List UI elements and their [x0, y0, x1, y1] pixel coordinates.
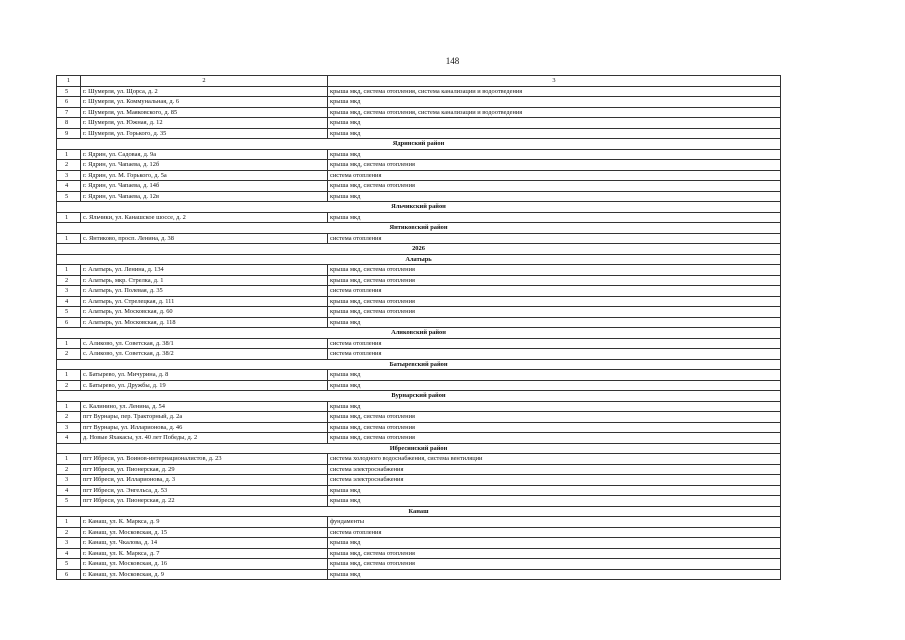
address-cell: пгт Ибреси, ул. Пионерская, д. 22 — [81, 496, 328, 507]
address-cell: пгт Ибреси, ул. Илларионова, д. 3 — [81, 475, 328, 486]
row-number: 1 — [57, 149, 81, 160]
address-cell: с. Аликово, ул. Советская, д. 38/1 — [81, 338, 328, 349]
work-type-cell: крыша мкд — [328, 380, 781, 391]
column-number-2: 2 — [81, 76, 328, 87]
work-type-cell: крыша мкд, система отопления, система канализации и водоотведения — [328, 86, 781, 97]
section-header-row — [57, 443, 781, 454]
table-row — [57, 475, 781, 486]
row-number: 2 — [57, 275, 81, 286]
row-number: 1 — [57, 401, 81, 412]
address-cell: с. Калинино, ул. Ленина, д. 54 — [81, 401, 328, 412]
section-header-row — [57, 328, 781, 339]
table-row — [57, 191, 781, 202]
table-row — [57, 286, 781, 297]
address-cell: пгт Ибреси, ул. Воинов-интернационалистов, д. 23 — [81, 454, 328, 465]
row-number: 6 — [57, 317, 81, 328]
section-title: Ибресинский район — [57, 443, 781, 454]
section-title: 2026 — [57, 244, 781, 255]
row-number: 4 — [57, 181, 81, 192]
row-number: 8 — [57, 118, 81, 129]
table-body — [57, 76, 781, 580]
row-number: 3 — [57, 286, 81, 297]
address-cell: с. Янтиково, просп. Ленина, д. 38 — [81, 233, 328, 244]
address-cell: с. Батырево, ул. Мичурина, д. 8 — [81, 370, 328, 381]
address-cell: с. Батырево, ул. Дружбы, д. 19 — [81, 380, 328, 391]
table-row — [57, 275, 781, 286]
table-row — [57, 170, 781, 181]
table-row — [57, 212, 781, 223]
table-row — [57, 317, 781, 328]
address-cell: пгт Ибреси, ул. Энгельса, д. 53 — [81, 485, 328, 496]
address-cell: г. Ядрин, ул. Чапаева, д. 12в — [81, 191, 328, 202]
table-row — [57, 107, 781, 118]
table-row — [57, 349, 781, 360]
work-type-cell: крыша мкд, система отопления — [328, 422, 781, 433]
row-number: 2 — [57, 160, 81, 171]
section-header-row — [57, 391, 781, 402]
address-cell: г. Алатырь, ул. Московская, д. 118 — [81, 317, 328, 328]
work-type-cell: крыша мкд — [328, 538, 781, 549]
address-cell: пгт Вурнары, пер. Тракторный, д. 2а — [81, 412, 328, 423]
address-cell: г. Алатырь, мкр. Стрелка, д. 1 — [81, 275, 328, 286]
row-number: 1 — [57, 212, 81, 223]
table-row — [57, 296, 781, 307]
table-row — [57, 485, 781, 496]
table-row — [57, 149, 781, 160]
row-number: 5 — [57, 191, 81, 202]
address-cell: г. Канаш, ул. Московская, д. 9 — [81, 569, 328, 580]
document-table — [56, 75, 781, 580]
address-cell: д. Новые Яхакасы, ул. 40 лет Победы, д. 2 — [81, 433, 328, 444]
work-type-cell: крыша мкд, система отопления — [328, 181, 781, 192]
address-cell: г. Алатырь, ул. Стрелецкая, д. 111 — [81, 296, 328, 307]
section-title: Ядринский район — [57, 139, 781, 150]
section-header-row — [57, 506, 781, 517]
row-number: 3 — [57, 422, 81, 433]
row-number: 1 — [57, 233, 81, 244]
row-number: 3 — [57, 170, 81, 181]
work-type-cell: крыша мкд, система отопления — [328, 559, 781, 570]
work-type-cell: крыша мкд, система отопления — [328, 412, 781, 423]
address-cell: г. Шумерля, ул. Щорса, д. 2 — [81, 86, 328, 97]
row-number: 5 — [57, 86, 81, 97]
column-number-1: 1 — [57, 76, 81, 87]
work-type-cell: крыша мкд — [328, 317, 781, 328]
table-row — [57, 496, 781, 507]
work-type-cell: крыша мкд — [328, 569, 781, 580]
address-cell: с. Яльчики, ул. Канашское шоссе, д. 2 — [81, 212, 328, 223]
address-cell: г. Канаш, ул. Чкалова, д. 14 — [81, 538, 328, 549]
address-cell: г. Шумерля, ул. Маяковского, д. 85 — [81, 107, 328, 118]
work-type-cell: крыша мкд, система отопления — [328, 433, 781, 444]
row-number: 5 — [57, 307, 81, 318]
work-type-cell: крыша мкд — [328, 496, 781, 507]
address-cell: г. Ядрин, ул. Садовая, д. 9а — [81, 149, 328, 160]
section-header-row — [57, 244, 781, 255]
table-row — [57, 160, 781, 171]
table-row — [57, 401, 781, 412]
work-type-cell: система отопления — [328, 349, 781, 360]
table-row — [57, 433, 781, 444]
table-row — [57, 370, 781, 381]
column-number-3: 3 — [328, 76, 781, 87]
work-type-cell: крыша мкд, система отопления — [328, 548, 781, 559]
address-cell: пгт Ибреси, ул. Пионерская, д. 29 — [81, 464, 328, 475]
row-number: 5 — [57, 496, 81, 507]
address-cell: г. Шумерля, ул. Горького, д. 35 — [81, 128, 328, 139]
section-header-row — [57, 254, 781, 265]
row-number: 5 — [57, 559, 81, 570]
row-number: 4 — [57, 485, 81, 496]
work-type-cell: система отопления — [328, 338, 781, 349]
row-number: 2 — [57, 412, 81, 423]
table-row — [57, 569, 781, 580]
page-number: 148 — [445, 56, 460, 66]
work-type-cell: крыша мкд — [328, 128, 781, 139]
row-number: 3 — [57, 475, 81, 486]
work-type-cell: крыша мкд — [328, 118, 781, 129]
row-number: 1 — [57, 370, 81, 381]
section-header-row — [57, 139, 781, 150]
work-type-cell: система отопления — [328, 527, 781, 538]
work-type-cell: крыша мкд, система отопления — [328, 160, 781, 171]
section-header-row — [57, 202, 781, 213]
section-title: Канаш — [57, 506, 781, 517]
address-cell: г. Канаш, ул. Московская, д. 15 — [81, 527, 328, 538]
table-row — [57, 128, 781, 139]
work-type-cell: крыша мкд — [328, 370, 781, 381]
row-number: 2 — [57, 380, 81, 391]
table-row — [57, 422, 781, 433]
table-row — [57, 548, 781, 559]
section-title: Яльчикский район — [57, 202, 781, 213]
table-row — [57, 464, 781, 475]
table-row — [57, 86, 781, 97]
table-header-row — [57, 76, 781, 87]
table-row — [57, 517, 781, 528]
work-type-cell: крыша мкд — [328, 212, 781, 223]
row-number: 1 — [57, 454, 81, 465]
table-row — [57, 118, 781, 129]
address-cell: г. Шумерля, ул. Коммунальная, д. 6 — [81, 97, 328, 108]
section-title: Янтиковский район — [57, 223, 781, 234]
row-number: 6 — [57, 97, 81, 108]
address-cell: г. Канаш, ул. К. Маркса, д. 7 — [81, 548, 328, 559]
row-number: 1 — [57, 265, 81, 276]
row-number: 6 — [57, 569, 81, 580]
table-row — [57, 265, 781, 276]
address-cell: г. Алатырь, ул. Московская, д. 60 — [81, 307, 328, 318]
address-cell: г. Ядрин, ул. Чапаева, д. 14б — [81, 181, 328, 192]
work-type-cell: система отопления — [328, 286, 781, 297]
section-title: Аликовский район — [57, 328, 781, 339]
work-type-cell: фундаменты — [328, 517, 781, 528]
address-cell: г. Канаш, ул. Московская, д. 16 — [81, 559, 328, 570]
row-number: 7 — [57, 107, 81, 118]
address-cell: г. Канаш, ул. К. Маркса, д. 9 — [81, 517, 328, 528]
row-number: 4 — [57, 548, 81, 559]
row-number: 4 — [57, 433, 81, 444]
table-row — [57, 559, 781, 570]
row-number: 2 — [57, 527, 81, 538]
address-cell: с. Аликово, ул. Советская, д. 38/2 — [81, 349, 328, 360]
table-row — [57, 454, 781, 465]
address-cell: г. Алатырь, ул. Ленина, д. 134 — [81, 265, 328, 276]
row-number: 9 — [57, 128, 81, 139]
table-row — [57, 412, 781, 423]
row-number: 4 — [57, 296, 81, 307]
section-title: Вурнарский район — [57, 391, 781, 402]
address-cell: г. Ядрин, ул. Чапаева, д. 12б — [81, 160, 328, 171]
section-title: Батыревский район — [57, 359, 781, 370]
work-type-cell: система отопления — [328, 170, 781, 181]
work-type-cell: система электроснабжения — [328, 464, 781, 475]
table-row — [57, 380, 781, 391]
work-type-cell: крыша мкд — [328, 149, 781, 160]
section-header-row — [57, 223, 781, 234]
section-header-row — [57, 359, 781, 370]
table-row — [57, 538, 781, 549]
work-type-cell: крыша мкд, система отопления — [328, 307, 781, 318]
work-type-cell: система электроснабжения — [328, 475, 781, 486]
address-cell: г. Алатырь, ул. Полевая, д. 35 — [81, 286, 328, 297]
address-cell: г. Шумерля, ул. Южная, д. 12 — [81, 118, 328, 129]
work-type-cell: крыша мкд, система отопления, система канализации и водоотведения — [328, 107, 781, 118]
work-type-cell: крыша мкд — [328, 401, 781, 412]
address-cell: пгт Вурнары, ул. Илларионова, д. 46 — [81, 422, 328, 433]
table-row — [57, 307, 781, 318]
row-number: 3 — [57, 538, 81, 549]
address-cell: г. Ядрин, ул. М. Горького, д. 5а — [81, 170, 328, 181]
work-type-cell: крыша мкд — [328, 191, 781, 202]
section-title: Алатырь — [57, 254, 781, 265]
work-type-cell: крыша мкд — [328, 485, 781, 496]
row-number: 2 — [57, 349, 81, 360]
table-row — [57, 97, 781, 108]
table-row — [57, 338, 781, 349]
row-number: 1 — [57, 517, 81, 528]
work-type-cell: крыша мкд, система отопления — [328, 275, 781, 286]
work-type-cell: система холодного водоснабжения, система вентиляции — [328, 454, 781, 465]
work-type-cell: крыша мкд, система отопления — [328, 265, 781, 276]
work-type-cell: крыша мкд, система отопления — [328, 296, 781, 307]
work-type-cell: крыша мкд — [328, 97, 781, 108]
table-row — [57, 527, 781, 538]
row-number: 1 — [57, 338, 81, 349]
table-row — [57, 233, 781, 244]
table-row — [57, 181, 781, 192]
row-number: 2 — [57, 464, 81, 475]
work-type-cell: система отопления — [328, 233, 781, 244]
